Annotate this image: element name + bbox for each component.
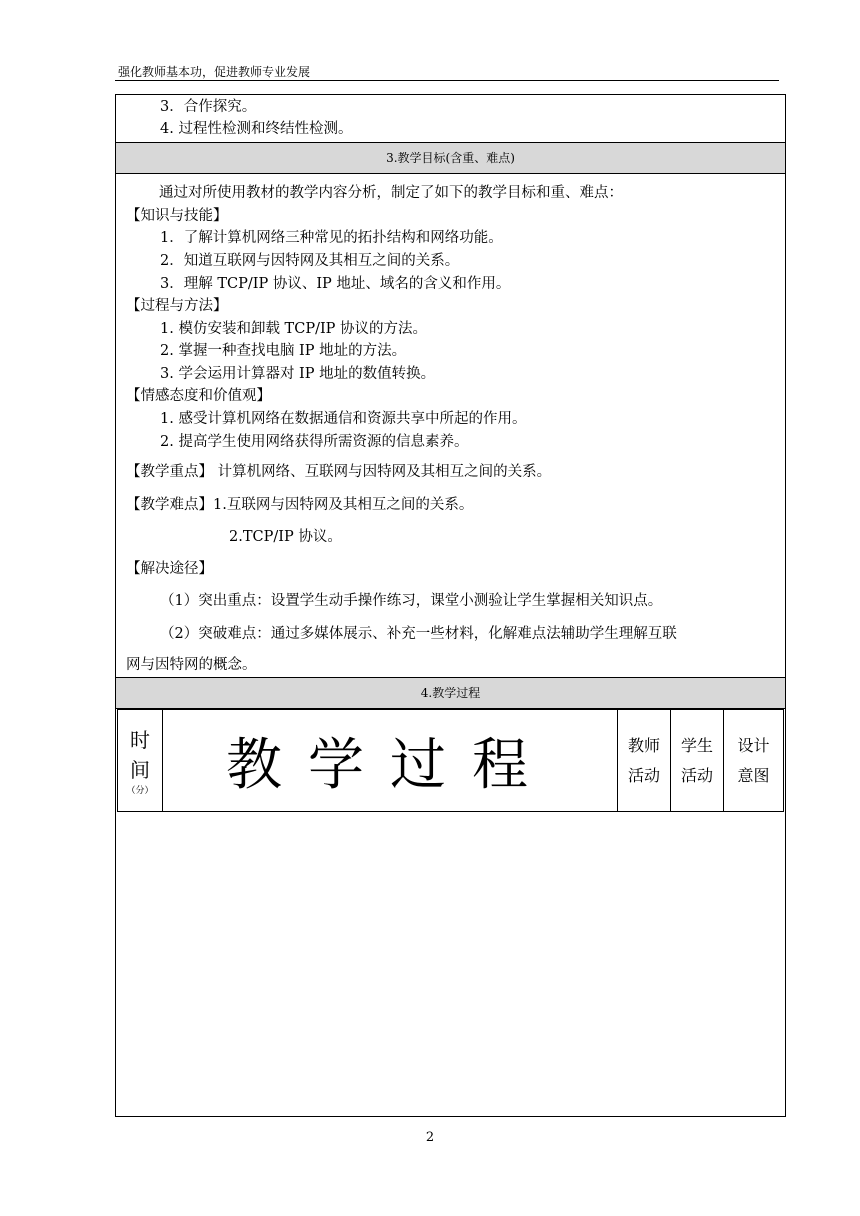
- solution-heading: 【解决途径】: [126, 561, 213, 577]
- emotion-item: 2. 提高学生使用网络获得所需资源的信息素养。: [160, 434, 469, 450]
- difficulty-2: 2.TCP/IP 协议。: [229, 529, 342, 545]
- section3-title: 3.教学目标(含重、难点): [116, 142, 785, 174]
- student-activity-header: [671, 710, 724, 812]
- process-item: 2. 掌握一种查找电脑 IP 地址的方法。: [160, 343, 407, 359]
- time-char-1: 时: [130, 727, 150, 752]
- method-item: 4. 过程性检测和终结性检测。: [160, 121, 353, 137]
- method-item: 3．合作探究。: [160, 99, 257, 115]
- time-char-2: 间: [130, 757, 150, 782]
- process-table-header: [117, 709, 784, 812]
- emotion-item: 1. 感受计算机网络在数据通信和资源共享中所起的作用。: [160, 411, 527, 427]
- process-column-header: 教学过程: [163, 710, 618, 812]
- objectives-intro: 通过对所使用教材的教学内容分析，制定了如下的教学目标和重、难点：: [159, 185, 623, 201]
- process-item: 3. 学会运用计算器对 IP 地址的数值转换。: [160, 366, 436, 382]
- knowledge-item: 3．理解 TCP/IP 协议、IP 地址、域名的含义和作用。: [160, 276, 511, 292]
- emotion-heading: 【情感态度和价值观】: [126, 388, 271, 404]
- knowledge-item: 2．知道互联网与因特网及其相互之间的关系。: [160, 253, 460, 269]
- knowledge-heading: 【知识与技能】: [126, 208, 228, 224]
- design-label-2: 意图: [737, 765, 770, 785]
- time-unit: （分）: [126, 785, 154, 796]
- teacher-label-2: 活动: [627, 765, 660, 785]
- page-number: 2: [425, 1130, 435, 1145]
- key-point: 【教学重点】 计算机网络、互联网与因特网及其相互之间的关系。: [126, 464, 552, 480]
- process-item: 1. 模仿安装和卸载 TCP/IP 协议的方法。: [160, 321, 428, 337]
- process-heading: 【过程与方法】: [126, 298, 228, 314]
- solution-2b: 网与因特网的概念。: [126, 657, 257, 673]
- lesson-plan-frame: [115, 94, 786, 1117]
- teacher-activity-header: [618, 710, 671, 812]
- section4-title: 4.教学过程: [116, 677, 785, 709]
- student-label-1: 学生: [680, 735, 713, 755]
- student-label-2: 活动: [680, 765, 713, 785]
- header-rule: [115, 80, 779, 81]
- knowledge-item: 1．了解计算机网络三种常见的拓扑结构和网络功能。: [160, 230, 503, 246]
- teacher-label-1: 教师: [627, 735, 660, 755]
- page-header: 强化教师基本功，促进教师专业发展: [118, 65, 311, 79]
- difficulty-1: 【教学难点】1.互联网与因特网及其相互之间的关系。: [126, 497, 474, 513]
- solution-2a: （2）突破难点：通过多媒体展示、补充一些材料，化解难点法辅助学生理解互联: [160, 626, 677, 642]
- time-column-header: [118, 710, 163, 812]
- solution-1: （1）突出重点：设置学生动手操作练习，课堂小测验让学生掌握相关知识点。: [160, 593, 663, 609]
- design-label-1: 设计: [737, 735, 770, 755]
- design-intent-header: [724, 710, 784, 812]
